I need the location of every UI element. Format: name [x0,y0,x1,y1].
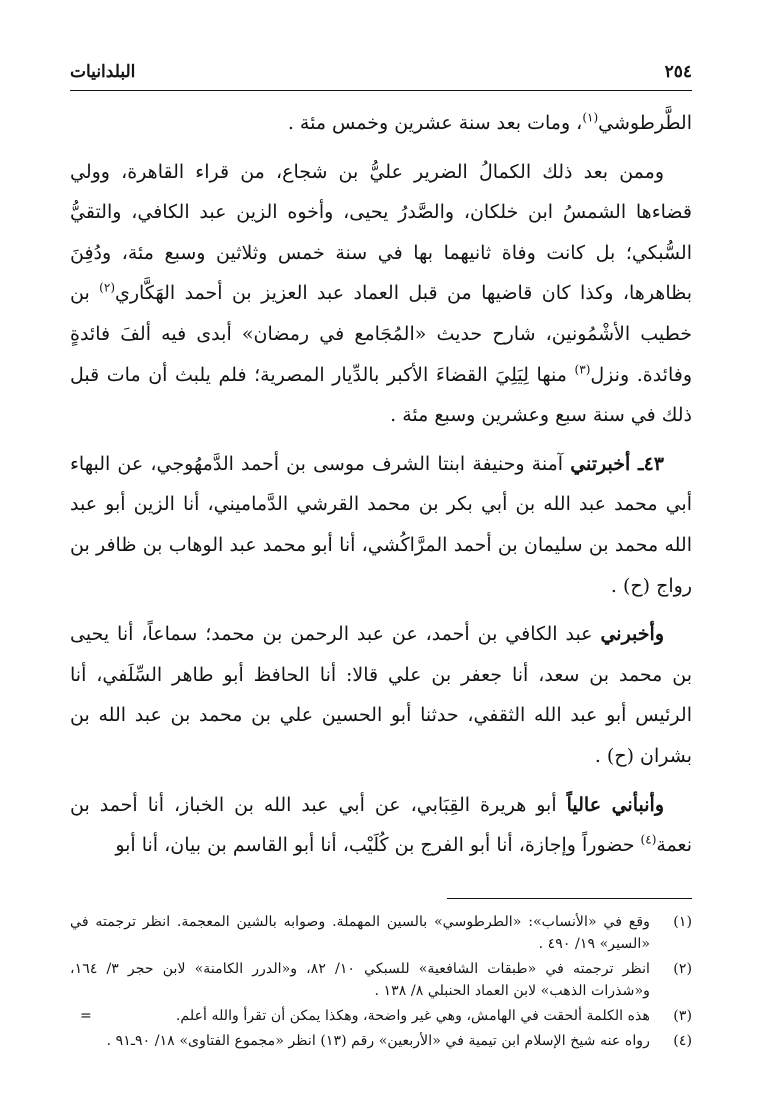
paragraph-2: وممن بعد ذلك الكمالُ الضرير عليُّ بن شجاع، من قراء القاهرة، وولي قضاءها الشمسُ ابن خلكان، والصَّدرُ يحيى، وأخوه الزين عبد الكافي، والتقيُّ السُّبكي؛ بل كانت وفاة ثانيهما بها في سنة خمس وثلاثين وسبع مئة، ودُفِنَ بظاهرها، وكذا كان قاضيها من قبل العماد عبد العزيز بن أحمد الهَكَّاري$^{(٢)}$ بن خطيب الأشْمُونين، شارح حديث «المُجَامع في رمضان» أبدى فيه ألفَ فائدةٍ وفائدة. ونزل$^{(٣)}$ منها لِيَلِيَ القضاءَ الأكبر بالدِّيار المصرية؛ فلم يلبث أن مات قبل ذلك في سنة سبع وعشرين وسبع مئة . [70,160,692,427]
footnote-number: (٢) [673,960,692,977]
running-header [70,62,692,90]
continuation-mark: = [80,1008,92,1024]
footnote-number: (٤) [673,1032,692,1049]
footnote-text: هذه الكلمة ألحقت في الهامش، وهي غير واضحة، وهكذا يمكن أن تقرأ والله أعلم. [175,1007,650,1024]
main-text [70,103,692,866]
paragraph-1: الطَّرطوشي$^{(١)}$، ومات بعد سنة عشرين وخمس مئة . [287,110,692,134]
chain-lead: وأخبرني [600,623,664,646]
footnote-4 [70,1030,692,1052]
footnote-ref-3: (٣) [574,362,591,377]
footnote-separator [447,898,692,899]
footnote-text: انظر ترجمته في «طبقات الشافعية» للسبكي ١٠/ ٨٢، و«الدرر الكامنة» لابن حجر ٣/ ١٦٤، و«شذرات الذهب» لابن العماد الحنبلي ٨/ ١٣٨ . [70,960,650,999]
footnotes [70,911,692,1052]
book-title: البلدانيات [70,62,136,82]
footnote-number: (٣) [673,1007,692,1024]
header-rule [70,90,692,91]
chain-lead: وأنبأني عالياً [566,793,664,816]
hadith-number-lead: ٤٣ـ أخبرتني [570,452,665,475]
footnote-number: (١) [673,913,692,930]
footnote-text: رواه عنه شيخ الإسلام ابن تيمية في «الأربعين» رقم (١٣) انظر «مجموع الفتاوى» ١٨/ ٩٠ـ٩١ . [106,1032,650,1049]
footnote-ref-1: (١) [582,110,599,125]
footnote-text: وقع في «الأنساب»: «الطرطوسي» بالسين المهملة. وصوابه بالشين المعجمة. انظر ترجمته في «السير» ١٩/ ٤٩٠ . [70,913,650,952]
footnote-ref-2: (٢) [99,281,115,296]
footnote-3 [70,1005,692,1027]
footnote-2 [70,958,692,1002]
book-page [70,62,692,1055]
paragraph-chain-3: وأنبأني عالياً أبو هريرة القِبَابي، عن أبي عبد الله بن الخباز، أنا أحمد بن نعمة$^{(٤)}$ حضوراً وإجازة، أنا أبو الفرج بن كُلَيْب، أنا أبو القاسم بن بيان، أنا أبو [70,793,692,857]
paragraph-chain-2: وأخبرني عبد الكافي بن أحمد، عن عبد الرحمن بن محمد؛ سماعاً، أنا يحيى بن محمد بن سعد، أنا جعفر بن علي قالا: أنا الحافظ أبو طاهر السِّلَفي، أنا الرئيس أبو عبد الله الثقفي، حدثنا أبو الحسين علي بن محمد بن عبد الله بن بشران (ح) . [70,623,692,767]
footnote-1 [70,911,692,955]
paragraph-hadith-43: ٤٣ـ أخبرتني آمنة وحنيفة ابنتا الشرف موسى بن أحمد الدَّمهُوجي، عن البهاء أبي محمد عبد الله بن أبي بكر بن محمد القرشي الدَّماميني، أنا الزين أبو عبد الله محمد بن سليمان بن أحمد المرَّاكُشي، أنا أبو محمد عبد الوهاب بن ظافر بن رواج (ح) . [70,452,692,597]
page-number: ٢٥٤ [664,62,692,82]
footnote-ref-4: (٤) [640,832,657,847]
